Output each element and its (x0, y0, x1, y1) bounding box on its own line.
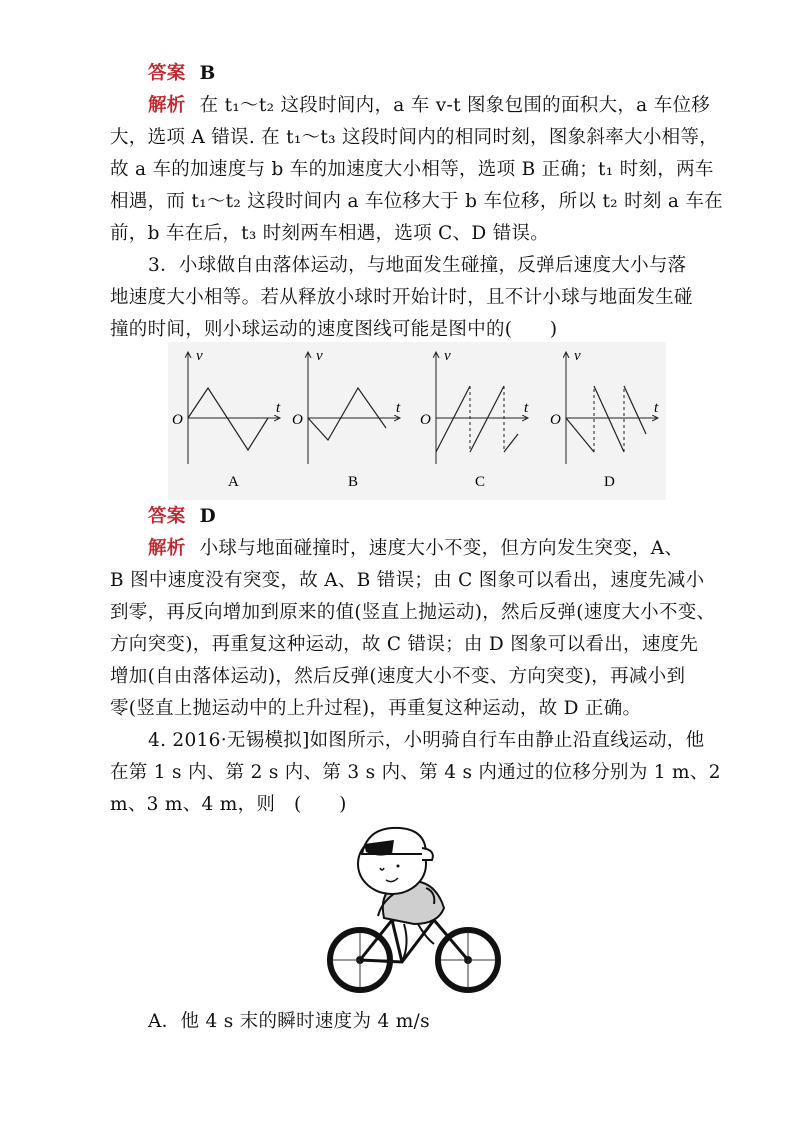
graph-b-origin: O (292, 412, 303, 428)
graph-b-caption: B (348, 474, 359, 490)
q2-analysis-line-5: 前，b 车在后，t₃ 时刻两车相遇，选项 C、D 错误。 (110, 223, 550, 244)
vt-graphs-svg (168, 342, 666, 500)
q2-analysis-text-1: 在 t₁～t₂ 这段时间内，a 车 v-t 图象包围的面积大，a 车位移 (199, 95, 711, 116)
graph-b (292, 348, 401, 490)
graph-a-t-label: t (276, 400, 281, 416)
q3-stem-line-1: 3．小球做自由落体运动，与地面发生碰撞，反弹后速度大小与落 (148, 255, 687, 276)
q2-analysis-label: 解析 (148, 95, 186, 116)
graph-c-caption: C (475, 474, 486, 490)
q4-option-a: A．他 4 s 末的瞬时速度为 4 m/s (148, 1011, 430, 1032)
graph-d (550, 348, 659, 490)
q4-stem-line-2: 在第 1 s 内、第 2 s 内、第 3 s 内、第 4 s 内通过的位移分别为 1 m、2 (110, 762, 721, 783)
q2-answer-value: B (199, 63, 216, 84)
q3-analysis-line-1 (148, 533, 683, 565)
q3-analysis-line-6: 零(竖直上抛运动中的上升过程)，再重复这种运动，故 D 正确。 (110, 698, 642, 719)
graph-a (172, 348, 281, 490)
q3-stem-line-3: 撞的时间，则小球运动的速度图线可能是图中的( ) (110, 319, 558, 340)
graph-a-origin: O (172, 412, 183, 428)
q3-analysis-line-4: 方向突变)，再重复这种运动，故 C 错误；由 D 图象可以看出，速度先 (110, 634, 699, 655)
graph-b-v-label: v (316, 348, 323, 364)
graph-c-v-label: v (444, 348, 451, 364)
graph-c-t-label: t (524, 400, 529, 416)
q2-analysis-line-1 (148, 90, 710, 122)
q3-answer-line (148, 501, 216, 533)
graph-b-t-label: t (396, 400, 401, 416)
q3-stem-line-2: 地速度大小相等。若从释放小球时开始计时，且不计小球与地面发生碰 (110, 287, 693, 308)
q3-analysis-text-1: 小球与地面碰撞时，速度大小不变，但方向发生突变，A、 (199, 538, 684, 559)
q2-analysis-line-3: 故 a 车的加速度与 b 车的加速度大小相等，选项 B 正确；t₁ 时刻，两车 (110, 159, 714, 180)
graph-b-line (308, 388, 386, 440)
q3-answer-value: D (199, 506, 216, 527)
q3-analysis-line-3: 到零，再反向增加到原来的值(竖直上抛运动)，然后反弹(速度大小不变、 (110, 602, 716, 623)
graph-a-line (188, 388, 268, 450)
q3-answer-label: 答案 (148, 506, 186, 527)
q3-vt-figure (168, 342, 666, 500)
bicycle-rider-icon (322, 820, 508, 1000)
graph-d-v-label: v (574, 348, 581, 364)
graph-d-origin: O (550, 412, 561, 428)
bicycle-rider-illustration (322, 820, 508, 1000)
q2-analysis-line-4: 相遇，而 t₁～t₂ 这段时间内 a 车位移大于 b 车位移，所以 t₂ 时刻 a 车在 (110, 191, 723, 212)
q4-stem-line-1: 4. 2016·无锡模拟]如图所示，小明骑自行车由静止沿直线运动，他 (148, 730, 705, 751)
q4-stem-line-3: m、3 m、4 m，则 ( ) (110, 794, 347, 815)
q3-analysis-line-2: B 图中速度没有突变，故 A、B 错误；由 C 图象可以看出，速度先减小 (110, 570, 705, 591)
q3-analysis-label: 解析 (148, 538, 186, 559)
graph-d-caption: D (604, 474, 615, 490)
graph-d-t-label: t (654, 400, 659, 416)
graph-c-origin: O (420, 412, 431, 428)
q2-answer-line (148, 58, 216, 90)
graph-c (420, 348, 529, 490)
q3-analysis-line-5: 增加(自由落体运动)，然后反弹(速度大小不变、方向突变)，再减小到 (110, 666, 686, 687)
graph-a-caption: A (228, 474, 239, 490)
graph-a-v-label: v (196, 348, 203, 364)
q2-analysis-line-2: 大，选项 A 错误. 在 t₁～t₃ 这段时间内的相同时刻，图象斜率大小相等， (110, 127, 719, 148)
q2-answer-label: 答案 (148, 63, 186, 84)
